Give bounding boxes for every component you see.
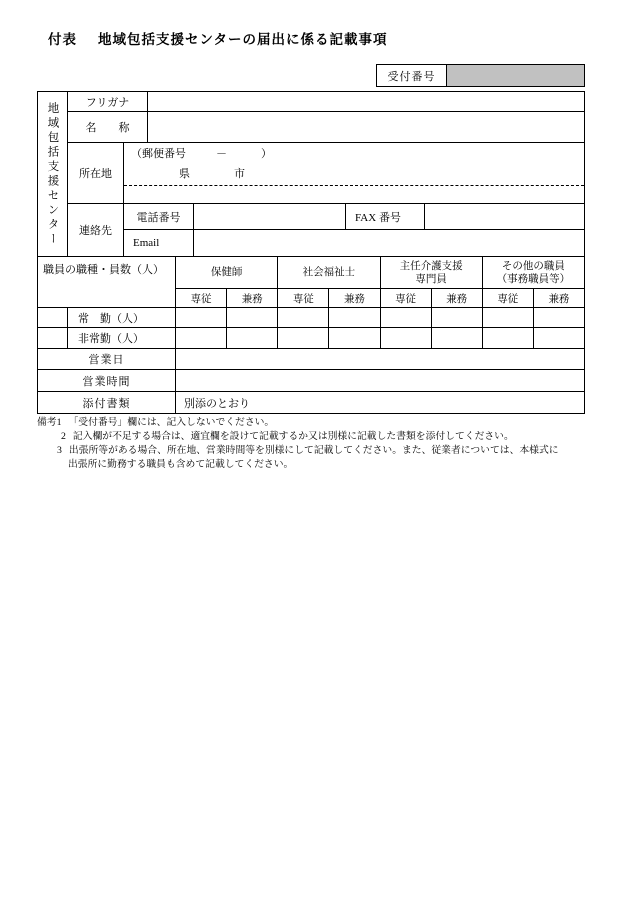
parttime-count-cells <box>176 328 584 348</box>
remarks-block <box>37 416 597 472</box>
group-sonota-line1: その他の職員 <box>501 260 565 272</box>
name-label: 名 称 <box>68 112 148 142</box>
email-row <box>124 230 584 256</box>
staff-header-label: 職員の職種・員数（人） <box>38 257 176 307</box>
count-cell <box>381 328 432 348</box>
remark-line-2 <box>37 430 597 444</box>
email-label: Email <box>124 230 194 256</box>
count-cell <box>381 308 432 327</box>
page-title <box>48 28 387 48</box>
remark-text: 記入欄が不足する場合は、適宜欄を設けて記載するか又は別様に記載した書類を添付してください。 <box>72 431 514 442</box>
business-hours-value-cell <box>176 370 584 391</box>
staff-group-row <box>176 257 584 289</box>
main-form-table <box>37 91 585 414</box>
subheader-cell: 兼務 <box>432 289 483 307</box>
count-cell <box>278 328 329 348</box>
remark-num: 3 <box>57 445 62 456</box>
count-cell <box>432 328 483 348</box>
remark-num: 備考1 <box>37 417 62 428</box>
fulltime-spacer-cell <box>38 308 68 327</box>
subheader-cell: 兼務 <box>329 289 380 307</box>
count-cell <box>278 308 329 327</box>
business-hours-row <box>38 370 584 392</box>
group-shakaifukushishi <box>278 257 380 288</box>
remark-line-4 <box>37 458 597 472</box>
staff-table-header <box>38 257 584 308</box>
title-prefix: 付表 <box>48 32 77 47</box>
group-hokenshi <box>176 257 278 288</box>
receipt-number-label: 受付番号 <box>377 65 447 86</box>
fulltime-count-cells <box>176 308 584 327</box>
contact-fields <box>124 204 584 256</box>
phone-label: 電話番号 <box>124 204 194 229</box>
attachments-value: 別添のとおり <box>184 397 250 410</box>
business-days-label: 営業日 <box>38 349 176 369</box>
title-text: 地域包括支援センターの届出に係る記載事項 <box>98 32 388 47</box>
postal-code-line <box>124 143 584 161</box>
prefecture-suffix: 県 <box>179 168 190 180</box>
phone-fax-row <box>124 204 584 230</box>
email-value-cell <box>194 230 584 256</box>
attachments-label: 添付書類 <box>38 392 176 413</box>
address-label: 所在地 <box>68 143 124 203</box>
subheader-cell: 専従 <box>483 289 534 307</box>
group-sonota-line2: （事務職員等） <box>496 273 571 285</box>
remark-line-3 <box>37 444 597 458</box>
address-extra-line <box>124 185 584 203</box>
postal-prefix: （郵便番号 <box>131 148 186 160</box>
count-cell <box>176 328 227 348</box>
attachments-row <box>38 392 584 413</box>
fax-value-cell <box>425 204 584 229</box>
remark-line-1 <box>37 416 597 430</box>
subheader-cell: 専従 <box>278 289 329 307</box>
subheader-cell: 兼務 <box>227 289 278 307</box>
count-cell <box>483 308 534 327</box>
name-value-cell <box>148 112 584 142</box>
remark-text: 「受付番号」欄には、記入しないでください。 <box>68 417 275 428</box>
business-days-row <box>38 349 584 370</box>
receipt-number-box <box>376 64 585 87</box>
business-hours-label: 営業時間 <box>38 370 176 391</box>
address-row <box>68 143 584 204</box>
count-cell <box>329 328 380 348</box>
fulltime-label: 常 勤（人） <box>68 308 176 327</box>
group-shakaifukushishi-line1: 社会福祉士 <box>302 267 356 279</box>
count-cell <box>534 328 584 348</box>
furigana-row <box>68 92 584 112</box>
parttime-spacer-cell <box>38 328 68 348</box>
receipt-value-cell <box>447 65 584 86</box>
org-vertical-label: 地域包括支援センター <box>38 92 68 256</box>
center-info-rows <box>68 92 584 256</box>
contact-row <box>68 204 584 256</box>
count-cell <box>227 328 278 348</box>
parttime-label: 非常勤（人） <box>68 328 176 348</box>
business-days-value-cell <box>176 349 584 369</box>
city-suffix: 市 <box>234 168 245 180</box>
name-row <box>68 112 584 143</box>
count-cell <box>432 308 483 327</box>
staff-header-columns <box>176 257 584 307</box>
contact-label: 連絡先 <box>68 204 124 256</box>
subheader-cell: 専従 <box>381 289 432 307</box>
subheader-cell: 専従 <box>176 289 227 307</box>
fax-label: FAX 番号 <box>346 204 425 229</box>
count-cell <box>483 328 534 348</box>
postal-dash: － <box>216 148 227 160</box>
group-shunin-line2: 専門員 <box>415 273 447 285</box>
center-info-section <box>38 92 584 257</box>
group-shunin-line1: 主任介護支援 <box>399 260 463 272</box>
group-hokenshi-line1: 保健師 <box>210 267 243 279</box>
furigana-label: フリガナ <box>68 92 148 111</box>
prefecture-city-line <box>124 161 584 185</box>
address-value-cell <box>124 143 584 203</box>
count-cell <box>176 308 227 327</box>
group-sonota <box>483 257 584 288</box>
count-cell <box>534 308 584 327</box>
count-cell <box>227 308 278 327</box>
remark-text: 出張所等がある場合、所在地、営業時間等を別様にして記載してください。また、従業者については、本様式に <box>68 445 559 456</box>
remark-num: 2 <box>61 431 66 442</box>
count-cell <box>329 308 380 327</box>
phone-value-cell <box>194 204 346 229</box>
fulltime-row <box>38 308 584 328</box>
subheader-cell: 兼務 <box>548 293 570 305</box>
furigana-value-cell <box>148 92 584 111</box>
postal-close: ） <box>261 148 272 160</box>
staff-subheader-row <box>176 289 584 307</box>
remark-text: 出張所に勤務する職員も含めて記載してください。 <box>68 459 294 470</box>
group-shunin-kaigo <box>381 257 483 288</box>
parttime-row <box>38 328 584 349</box>
